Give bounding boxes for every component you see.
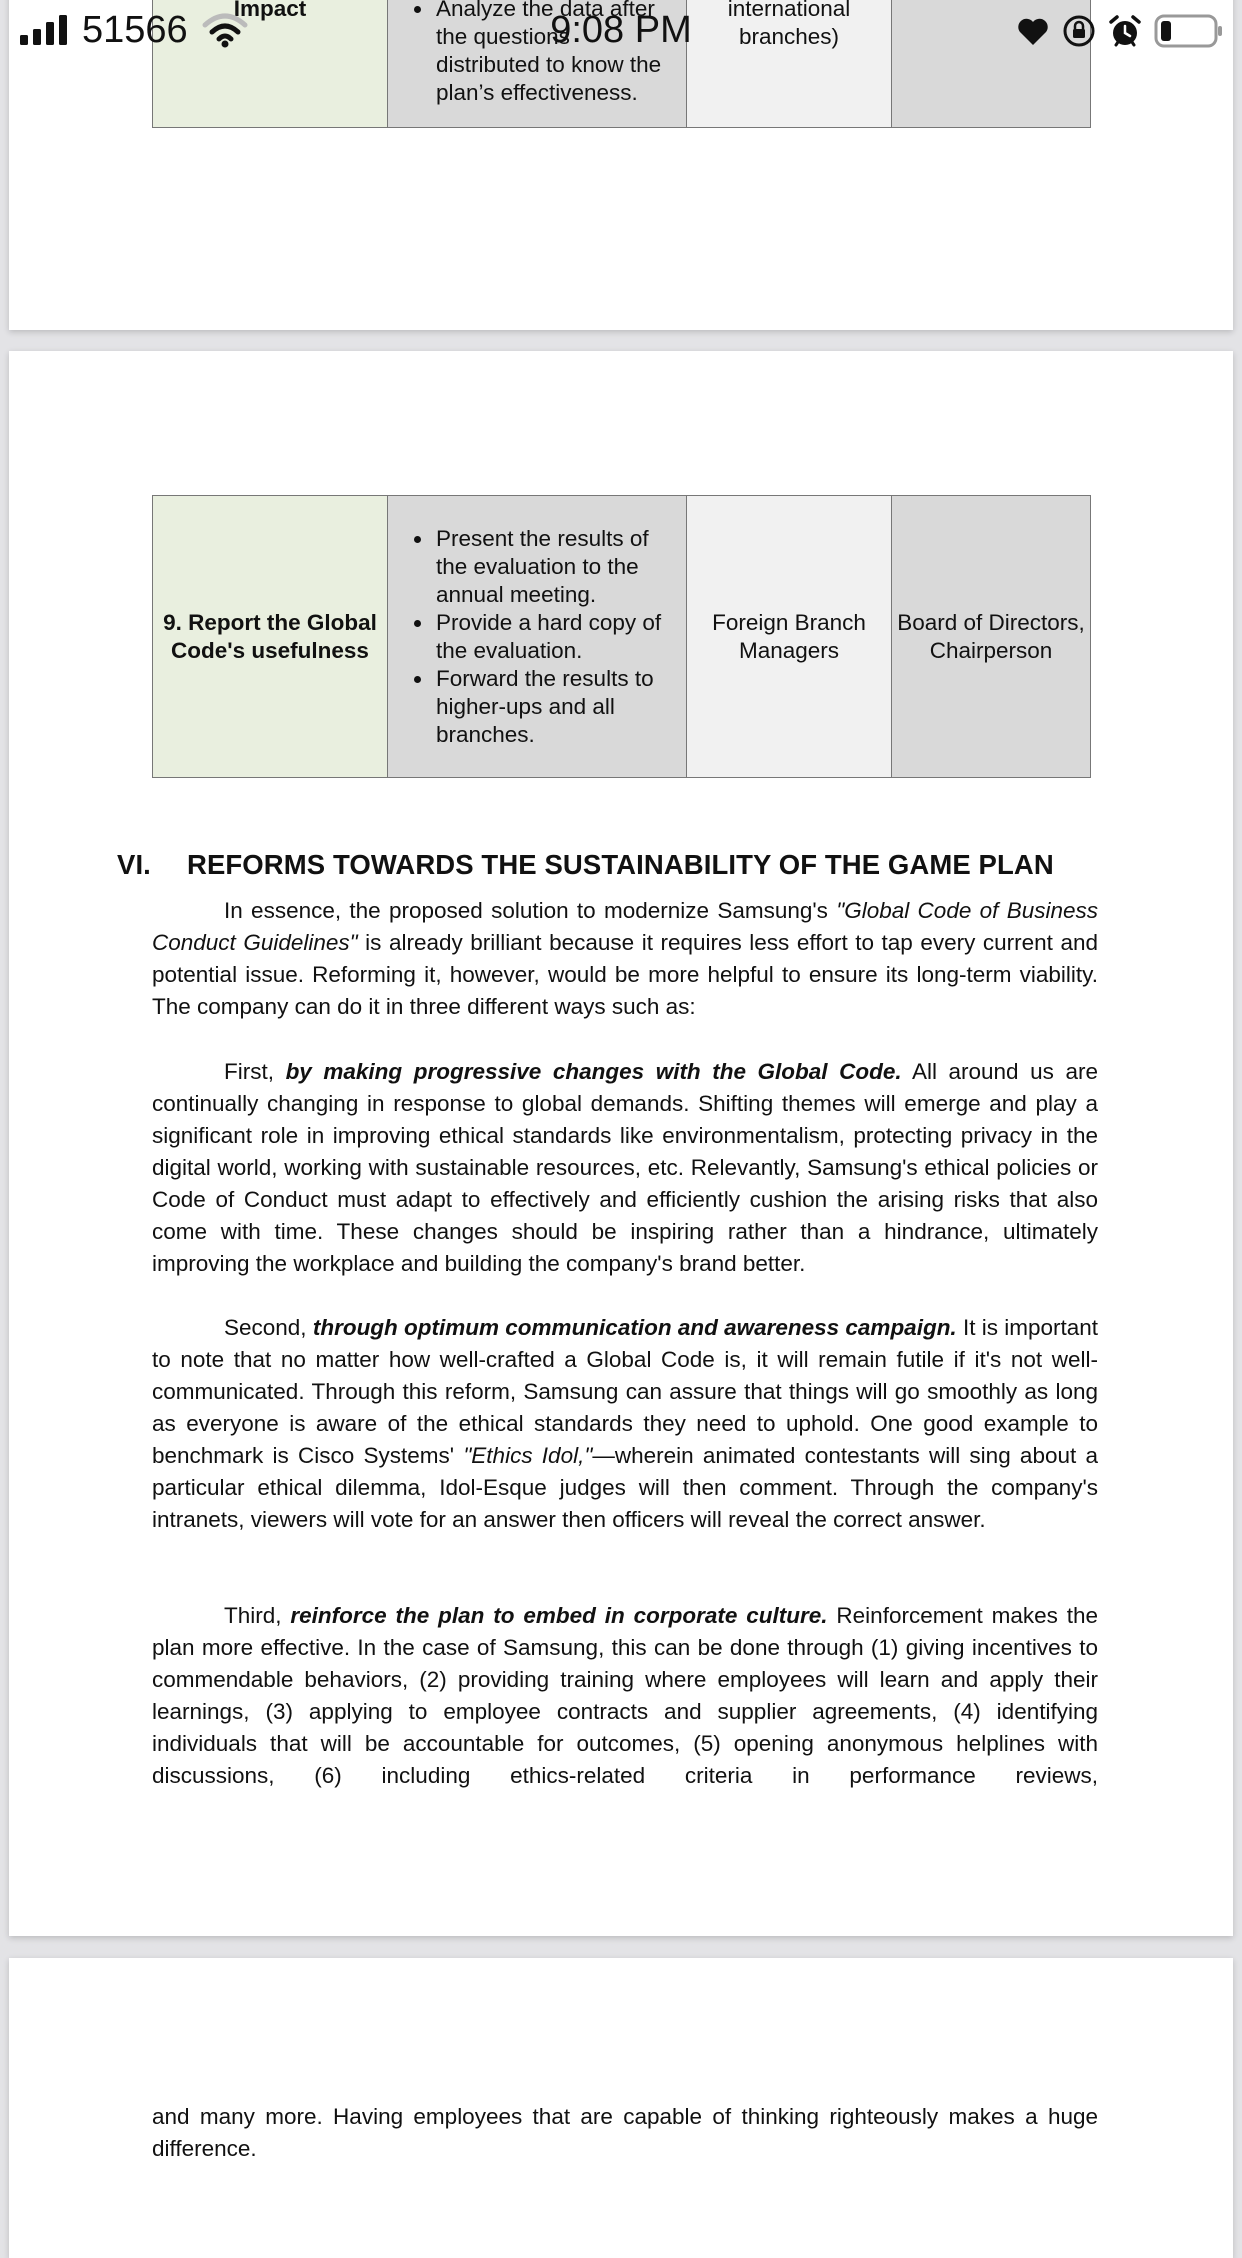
steps-list — [388, 525, 686, 749]
responsible-text: international branches) — [727, 0, 851, 49]
list-item: • Analyze the data after the questions distributed to know the plan’s effectiveness. — [434, 0, 676, 107]
responsible-text: Foreign Branch Managers — [712, 609, 866, 663]
status-time: 9:08 PM — [550, 9, 692, 51]
paragraph-text: It is important to note that no matter how well-crafted a Global Code is, it will remain futile if it's not well-communicated. Through this reform, Samsung can assure that things will go smoothly as long as everyone is aware of the ethical standards they need to uphold. One good example to benchmark is Cisco Systems' — [152, 1315, 1099, 1468]
action-plan-table — [152, 495, 1091, 778]
status-bar — [0, 0, 1242, 62]
paragraph-text: First, — [224, 1059, 286, 1084]
section-title: REFORMS TOWARDS THE SUSTAINABILITY OF THE GAME PLAN — [187, 849, 1054, 880]
alarm-clock-icon — [1107, 13, 1143, 49]
paragraph-first-reform — [152, 1056, 1098, 1280]
paragraph-text: Reinforcement makes the plan more effective. In the case of Samsung, this can be done through (1) giving incentives to commendable behaviors, (2) providing training where employees will learn and apply their learnings, (3) applying to employee contracts and supplier agreements, (4) identifying individuals that will be accountable for outcomes, (5) opening anonymous helplines with discussions, (6) including ethics-related criteria in performance reviews, — [152, 1603, 1099, 1788]
paragraph-text: Second, — [224, 1315, 313, 1340]
paragraph-emphasis: through optimum communication and awareness campaign. — [312, 1315, 957, 1340]
list-item: • Present the results of the evaluation to the annual meeting. — [434, 525, 676, 609]
paragraph-continued — [152, 2101, 1098, 2165]
paragraph-intro — [152, 895, 1098, 1023]
activity-text: Impact — [233, 0, 307, 21]
responsible-cell — [687, 496, 892, 778]
list-item: • Provide a hard copy of the evaluation. — [434, 609, 676, 665]
paragraph-third-reform — [152, 1600, 1098, 1792]
section-heading — [117, 849, 1054, 881]
paragraph-emphasis: reinforce the plan to embed in corporate culture. — [290, 1603, 828, 1628]
paragraph-text: and many more. Having employees that are capable of thinking righteously makes a huge difference. — [152, 2104, 1098, 2161]
paragraph-second-reform — [152, 1312, 1098, 1536]
section-number: VI. — [117, 849, 151, 880]
approver-cell — [892, 496, 1091, 778]
paragraph-emphasis: by making progressive changes with the Global Code. — [285, 1059, 902, 1084]
list-item: • Forward the results to higher-ups and all branches. — [434, 665, 676, 749]
steps-cell — [388, 496, 687, 778]
paragraph-text: —wherein animated contestants will sing about a particular ethical dilemma, Idol-Esque judges will then comment. Through the company's intranets, viewers will vote for an answer then officers will reveal the correct answer. — [152, 1443, 1098, 1532]
orientation-lock-icon — [1061, 13, 1097, 49]
paragraph-italic-text: "Ethics Idol," — [463, 1443, 593, 1468]
document-page-2 — [9, 351, 1233, 1936]
paragraph-text: In essence, the proposed solution to modernize Samsung's — [224, 898, 837, 923]
heart-icon — [1015, 13, 1051, 49]
battery-icon — [1154, 13, 1224, 49]
paragraph-text: All around us are continually changing in response to global demands. Shifting themes will emerge and play a significant role in improving ethical standards like environmentalism, protecting privacy in the digital world, working with sustainable resources, etc. Relevantly, Samsung's ethical policies or Code of Conduct must adapt to effectively and efficiently cushion the arising risks that also come with time. These changes should be inspiring rather than a hindrance, ultimately improving the workplace and building the company's brand better. — [152, 1059, 1098, 1276]
paragraph-text: is already brilliant because it requires less effort to tap every current and potential issue. Reforming it, however, would be more helpful to ensure its long-term viability. The company can do it in three different ways such as: — [152, 930, 1098, 1019]
carrier-name: 51566 — [82, 9, 188, 51]
paragraph-italic-text: "Global Code of Business Conduct Guidelines" — [152, 898, 1098, 955]
activity-cell — [153, 496, 388, 778]
approver-text: Board of Directors, Chairperson — [897, 609, 1085, 663]
table-row — [153, 496, 1091, 778]
activity-text: 9. Report the Global Code's usefulness — [163, 609, 377, 663]
document-page-3 — [9, 1958, 1233, 2258]
paragraph-text: Third, — [224, 1603, 291, 1628]
